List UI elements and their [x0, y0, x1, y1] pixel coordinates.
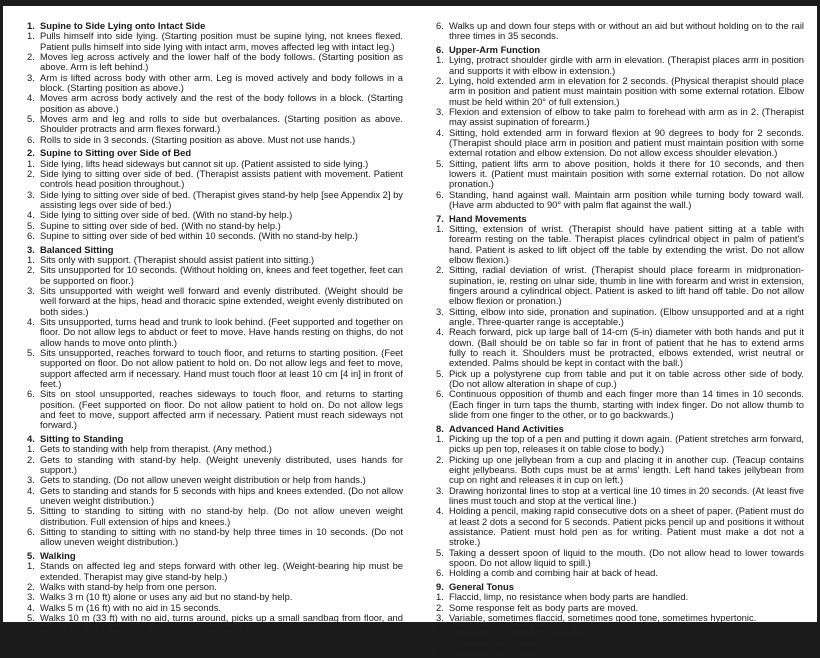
item-number: 4.: [436, 505, 444, 517]
item-number: 5.: [436, 367, 444, 379]
section-number: 6.: [436, 43, 444, 55]
item-text: Arm is lifted across body with other arm. Leg is moved actively and body follows in a block. (Starting position as above.): [40, 71, 403, 94]
item-text: Supine to sitting over side of bed. (With no stand-by help.): [40, 219, 281, 231]
item-number: 1.: [27, 443, 35, 455]
section-number: 3.: [27, 243, 35, 255]
item-number: 5.: [27, 219, 35, 231]
list-item: [436, 224, 804, 265]
item-text: Flaccid, limp, no resistance when body parts are handled.: [449, 591, 689, 603]
item-text: Taking a dessert spoon of liquid to the mouth. (Do not allow head to lower towards spoon. Do not allow liquid to spill.): [449, 546, 804, 569]
item-number: 3.: [436, 484, 444, 496]
item-text: Sitting, radial deviation of wrist. (Therapist should place forearm in midpronation-supination, ie, resting on ulnar side, thumb in line with forearm and wrist in extension, fingers around a cylindrical object. Patient is asked to lift hand off table. Do not allow elbow flexion or pronation.): [449, 264, 804, 307]
item-text: Sitting, extension of wrist. (Therapist should have patient sitting at a table with forearm resting on the table. Therapist places cylindrical object in palm of patient's hand. Patient is asked to lift object off the table by extending the wrist. Do not allow elbow flexion.): [449, 222, 804, 265]
list-item: [27, 613, 403, 634]
list-item: [436, 369, 804, 390]
list-item: [27, 286, 403, 317]
list-item: [27, 93, 403, 114]
list-item: [27, 561, 403, 582]
item-number: 2.: [27, 580, 35, 592]
section: [27, 434, 403, 548]
item-number: 3.: [436, 612, 444, 623]
item-number: 3.: [27, 591, 35, 603]
item-text: Walks with stand-by help from one person.: [40, 580, 217, 592]
item-number: 1.: [436, 54, 444, 66]
section: [436, 424, 804, 579]
item-text: Hypertonic at all times.: [449, 643, 544, 655]
document-page: [3, 6, 817, 655]
item-number: 1.: [27, 157, 35, 169]
section: [436, 214, 804, 421]
item-text: Sits unsupported with weight well forward and evenly distributed. (Weight should be well forward at the hips, head and thoracic spine extended, weight evenly distributed on both sides.): [40, 284, 403, 317]
item-text: Gets to standing with help from therapist. (Any method.): [40, 443, 272, 455]
item-number: 5.: [27, 505, 35, 517]
item-number: 2.: [27, 453, 35, 465]
item-text: Side lying, lifts head sideways but cannot sit up. (Patient assisted to side lying.): [40, 157, 369, 169]
item-number: 3.: [27, 474, 35, 486]
item-text: Drawing horizontal lines to stop at a vertical line 10 times in 20 seconds. (At least five lines must touch and stop at the vertical line.): [449, 484, 804, 507]
item-text: Sits unsupported, turns head and trunk to look behind. (Feet supported and together on floor. Do not allow legs to abduct or feet to move. Have hands resting on thighs, do not allow hands to move onto plinth.): [40, 316, 403, 348]
section-title-text: Balanced Sitting: [40, 243, 114, 255]
item-number: 5.: [436, 632, 444, 644]
item-number: 2.: [436, 453, 444, 465]
item-text: Walks 10 m (33 ft) with no aid, turns around, picks up a small sandbag from floor, and walks back in 25 seconds. (May use either hand.): [40, 612, 403, 634]
item-number: 6.: [436, 643, 444, 655]
list-item: [27, 190, 403, 211]
section-title-text: Sitting to Standing: [40, 432, 124, 444]
item-number: 4.: [27, 484, 35, 496]
item-number: 4.: [27, 601, 35, 613]
section-title-text: Walking: [40, 549, 76, 561]
item-text: Continuous opposition of thumb and each finger more than 14 times in 10 seconds. (Each finger in turn taps the thumb, starting with index finger. Do not allow thumb to slide from one finger to the other, or to go backwards.): [449, 388, 804, 421]
item-number: 6.: [27, 388, 35, 400]
item-number: 1.: [436, 591, 444, 603]
item-text: Picking up the top of a pen and putting it down again. (Patient stretches arm forward, picks up pen top, releases it on table close to body.): [449, 432, 804, 455]
item-text: Sitting, patient lifts arm to above position, holds it there for 10 seconds, and then lowers it. (Patient must maintain position with some external rotation. Do not allow pronation.): [449, 157, 804, 190]
item-text: Walks 5 m (16 ft) with no aid in 15 seconds.: [40, 601, 221, 613]
item-text: Gets to standing and stands for 5 seconds with hips and knees extended. (Do not allow uneven weight distribution.): [40, 484, 403, 507]
section-number: 8.: [436, 422, 444, 434]
list-item: [436, 265, 804, 306]
list-item: [436, 327, 804, 368]
item-text: Holding a pencil, making rapid consecutive dots on a sheet of paper. (Patient must do at least 2 dots a second for 5 seconds. Patient picks pencil up and positions it without assistance. Patient must hold pen as for writing. Patient must make a dot not a stroke.): [449, 505, 804, 548]
list-item: [436, 55, 804, 76]
item-number: 3.: [27, 71, 35, 83]
right-column: [436, 21, 804, 658]
item-number: 6.: [27, 526, 35, 538]
list-item: [436, 159, 804, 190]
item-text: Rolls to side in 3 seconds. (Starting position as above. Must not use hands.): [40, 133, 356, 145]
list-item: [436, 107, 804, 128]
list-item: [27, 317, 403, 348]
item-text: Moves arm across body actively and the rest of the body follows in a block. (Starting position as above.): [40, 92, 403, 114]
list-item: [436, 434, 804, 455]
item-text: Reach forward, pick up large ball of 14-cm (5-in) diameter with both hands and put it down. (Ball should be on table so far in front of patient that he has to extend arms fully to reach it. Shoulders must be protracted, elbows extended, wrist neutral or extended. Palms should be kept in contact with the ball.): [449, 326, 804, 369]
item-number: 6.: [27, 133, 35, 145]
item-text: Walks up and down four steps with or without an aid but without holding on to the rail three times in 35 seconds.: [449, 20, 804, 42]
item-number: 6.: [436, 188, 444, 200]
list-item: [27, 73, 403, 94]
item-number: 5.: [27, 612, 35, 623]
item-text: Moves leg across actively and the lower half of the body follows. (Starting position as above. Arm is left behind.): [40, 51, 403, 73]
list-item: [436, 568, 804, 578]
section: [436, 45, 804, 211]
list-item: [436, 548, 804, 569]
item-number: 5.: [27, 113, 35, 125]
item-number: 5.: [436, 157, 444, 169]
list-item: [27, 486, 403, 507]
section-title-text: Supine to Side Lying onto Intact Side: [40, 20, 206, 31]
item-number: 1.: [27, 560, 35, 572]
item-number: 6.: [27, 230, 35, 242]
item-text: Variable, sometimes flaccid, sometimes good tone, sometimes hypertonic.: [449, 612, 757, 623]
item-number: 5.: [27, 347, 35, 359]
list-item: [436, 307, 804, 328]
list-item: [27, 506, 403, 527]
section-number: 9.: [436, 580, 444, 592]
item-number: 2.: [436, 74, 444, 86]
section: [436, 582, 804, 654]
item-number: 2.: [436, 264, 444, 276]
item-number: 4.: [436, 622, 444, 634]
section-title-text: Upper-Arm Function: [449, 43, 541, 55]
item-text: Lying, hold extended arm in elevation for 2 seconds. (Physical therapist should place arm in position and patient must maintain position with some external rotation. Elbow must be held within 20° of full extension.): [449, 74, 804, 107]
section: [436, 21, 804, 42]
list-item: [27, 455, 403, 476]
item-number: 4.: [27, 209, 35, 221]
item-text: Gets to standing. (Do not allow uneven weight distribution or help from hands.): [40, 474, 366, 486]
item-text: Standing, hand against wall. Maintain arm position while turning body toward wall. (Have arm abducted to 90° with palm flat against the wall.): [449, 188, 804, 211]
item-text: Sitting to standing to sitting with no stand-by help three times in 10 seconds. (Do not allow uneven weight distribution.): [40, 526, 403, 548]
section-number: 1.: [27, 20, 35, 31]
item-text: Stands on affected leg and steps forward with other leg. (Weight-bearing hip must be extended. Therapist may give stand-by help.): [40, 560, 403, 582]
item-text: Moves arm and leg and rolls to side but overbalances. (Starting position as above. Shoulder protracts and arm flexes forward.): [40, 113, 403, 135]
item-number: 1.: [436, 222, 444, 234]
item-text: Some response felt as body parts are moved.: [449, 601, 639, 613]
list-item: [27, 169, 403, 190]
item-text: Sits unsupported, reaches forward to touch floor, and returns to starting position. (Feet supported on floor. Do not allow patient to hold on. Do not allow legs and feet to move, support affected arm if necessary. Hand must touch floor at least 10 cm [4 in] in front of feet.): [40, 347, 403, 390]
item-number: 1.: [436, 432, 444, 444]
list-item: [436, 128, 804, 159]
list-item: [436, 486, 804, 507]
section-title-text: Hand Movements: [449, 212, 527, 224]
list-item: [27, 31, 403, 52]
section: [27, 245, 403, 431]
list-item: [436, 623, 804, 633]
item-text: Side lying to sitting over side of bed. (Therapist gives stand-by help [see Appendix 2] by assisting legs over side of bed.): [40, 188, 403, 211]
item-text: Holding a comb and combing hair at back of head.: [449, 567, 658, 579]
section: [27, 21, 403, 145]
section-number: 7.: [436, 212, 444, 224]
item-number: 2.: [27, 264, 35, 276]
list-item: [436, 76, 804, 107]
item-number: 1.: [27, 30, 35, 42]
item-number: 2.: [27, 51, 35, 63]
section-number: 5.: [27, 549, 35, 561]
left-column: [27, 21, 403, 637]
section-title-text: Supine to Sitting over Side of Bed: [40, 147, 192, 159]
section-number: 2.: [27, 147, 35, 159]
item-number: 1.: [27, 253, 35, 265]
list-item: [436, 644, 804, 654]
item-text: Sits unsupported for 10 seconds. (Without holding on, knees and feet together, feet can be supported on floor.): [40, 264, 403, 286]
item-text: Walks 3 m (10 ft) alone or uses any aid but no stand-by help.: [40, 591, 293, 603]
item-text: Sitting, hold extended arm in forward flexion at 90 degrees to body for 2 seconds. (Therapist should place arm in position and patient must maintain position with some external rotation and elbow extension. Do not allow excess shoulder elevation.): [449, 126, 804, 159]
list-item: [436, 506, 804, 547]
item-number: 4.: [436, 326, 444, 338]
item-text: Flexion and extension of elbow to take palm to forehead with arm as in 2. (Therapist may assist supination of forearm.): [449, 105, 804, 128]
item-text: Sitting to standing to sitting with no stand-by help. (Do not allow uneven weight distribution. Full extension of hips and knees.): [40, 505, 403, 527]
list-item: [27, 348, 403, 389]
item-text: Pick up a polystyrene cup from table and put it on table across other side of body. (Do not allow alteration in shape of cup.): [449, 367, 804, 390]
item-number: 2.: [27, 168, 35, 179]
item-text: Hypertonic 50 percent of the time.: [449, 632, 590, 644]
item-text: Lying, protract shoulder girdle with arm in elevation. (Therapist places arm in position and supports it with elbow in extension.): [449, 54, 804, 76]
item-number: 3.: [436, 105, 444, 117]
list-item: [27, 52, 403, 73]
list-item: [27, 527, 403, 548]
section-title-text: Advanced Hand Activities: [449, 422, 564, 434]
item-number: 3.: [436, 305, 444, 317]
item-text: Side lying to sitting over side of bed. (Therapist assists patient with movement. Patient controls head position throughout.): [40, 168, 403, 190]
list-item: [27, 135, 403, 145]
item-text: Side lying to sitting over side of bed. (With no stand-by help.): [40, 209, 293, 221]
item-text: Gets to standing with stand-by help. (Weight unevenly distributed, uses hands for support.): [40, 453, 403, 475]
list-item: [27, 265, 403, 286]
item-text: Sits on stool unsupported, reaches sideways to touch floor, and returns to starting position. (Feet supported on floor. Do not allow patient to hold on. Do not allow legs and feet to move, support affected arm if necessary. Patient must reach sideways not forward.): [40, 388, 403, 431]
list-item: [436, 389, 804, 420]
list-item: [436, 21, 804, 42]
item-text: Picking up one jellybean from a cup and placing it in another cup. (Teacup contains eight jellybeans. Both cups must be at arms' length. Left hand takes jellybean from cup on right and releases it in cup on left.): [449, 453, 804, 486]
list-item: [436, 634, 804, 644]
item-number: 4.: [27, 316, 35, 327]
item-text: Sitting, elbow into side, pronation and supination. (Elbow unsupported and at a right angle. Three-quarter range is acceptable.): [449, 305, 804, 327]
section-number: 4.: [27, 432, 35, 444]
section: [27, 551, 403, 634]
section: [27, 148, 403, 241]
item-number: 3.: [27, 188, 35, 200]
item-number: 6.: [436, 388, 444, 400]
item-number: 5.: [436, 546, 444, 558]
list-item: [436, 190, 804, 211]
item-number: 2.: [436, 601, 444, 613]
item-text: Consistently normal response.: [449, 622, 576, 634]
list-item: [27, 231, 403, 241]
list-item: [27, 389, 403, 430]
item-number: 6.: [436, 567, 444, 579]
item-number: 6.: [436, 20, 444, 31]
list-item: [436, 455, 804, 486]
item-number: 4.: [27, 92, 35, 104]
item-text: Pulls himself into side lying. (Starting position must be supine lying, not knees flexed. Patient pulls himself into side lying with intact arm, moves affected leg with intact leg.): [40, 30, 403, 52]
item-text: Supine to sitting over side of bed within 10 seconds. (With no stand-by help.): [40, 230, 358, 242]
item-number: 3.: [27, 284, 35, 296]
item-text: Sits only with support. (Therapist should assist patient into sitting.): [40, 253, 315, 265]
list-item: [27, 114, 403, 135]
item-number: 4.: [436, 126, 444, 138]
section-title-text: General Tonus: [449, 580, 514, 592]
